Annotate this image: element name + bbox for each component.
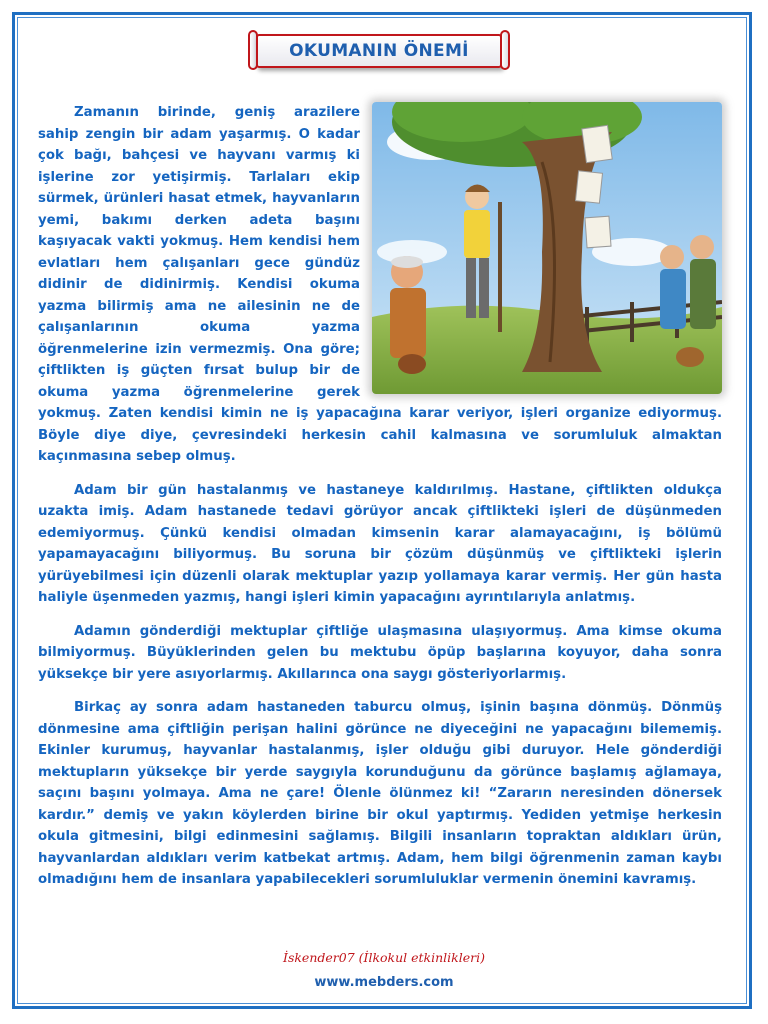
story-text <box>38 102 722 903</box>
website-link[interactable]: www.mebders.com <box>314 975 454 990</box>
paragraph-1: Zamanın birinde, geniş arazilere sahip zengin bir adam yaşarmış. O kadar çok bağı, bahçesi ve hayvanı varmış ki işlerine zor yetişirmiş. Tarlaları ekip sürmek, ürünleri hasat etmek, hayvanların yemi, bakımı derken adeta başını kaşıyacak vakti yokmuş. Hem kendisi hem evlatları hem çalışanları gece gündüz didinir de didinirmiş. Kendisi okuma yazma bilirmiş ama ne ailesinin ne de çalışanlarının okuma yazma öğrenmelerine izin vermezmiş. Ona göre; çiftlikten iş güçten fırsat bulup bir de okuma yazma öğrenmelerine gerek yokmuş. Zaten kendisi kimin ne iş yapacağına karar veriyor, işleri organize ediyormuş. Böyle diye diye, çevresindeki herkesin cahil kalmasına ve sorumluluk almaktan kaçınmasına sebep olmuş. <box>38 105 722 464</box>
title-scroll <box>256 34 502 68</box>
page-title: OKUMANIN ÖNEMİ <box>289 41 469 61</box>
paragraph-4: Birkaç ay sonra adam hastaneden taburcu olmuş, işinin başına dönmüş. Dönmüş dönmesine ama çiftliğin perişan halini görünce ne diyeceğini ne yapacağını bilememiş. Ekinler kurumuş, hayvanlar hastalanmış, işler olduğu gibi duruyor. Hele gönderdiği mektupların yüksekçe bir yerde saygıyla korunduğunu da görünce başlamış ağlamaya, saçını başını yolmaya. Ama ne çare! Ölenle ölünmez ki! “Zararın neresinden dönersek kardır.” demiş ve yakın köylerden birine bir okul yaptırmış. Yediden yetmişe herkesin okula gitmesini, bilgi edinmesini sağlamış. Bilgili insanların topraktan aldıkları ürün, hayvanlardan aldıkları verim katbekat artmış. Adam, hem bilgi öğrenmenin zaman kaybı olmadığını hem de insanlara yapabilecekleri sorumluluklar vermenin önemini kavramış. <box>38 700 722 887</box>
scroll-roll-right <box>500 30 510 70</box>
farm-scene-image <box>372 102 722 394</box>
story-illustration <box>372 102 722 394</box>
paragraph-3: Adamın gönderdiği mektuplar çiftliğe ulaşmasına ulaşıyormuş. Ama kimse okuma bilmiyormuş. Büyüklerinden gelen bu mektubu öpüp başlarına koyuyor, daha sonra yüksekçe bir yere asıyorlarmış. Akıllarınca ona saygı gösteriyorlarmış. <box>38 623 722 682</box>
author-signature: İskender07 (İlkokul etkinlikleri) <box>283 950 485 965</box>
paragraph-2: Adam bir gün hastalanmış ve hastaneye kaldırılmış. Hastane, çiftlikten oldukça uzakta imiş. Adam hastanede tedavi görüyor ancak çiftlikteki işleri de düşünmeden edemiyormuş. Çünkü kendisi olmadan kimsenin karar alamayacağını, iş bölümü yapamayacağını biliyormuş. Bu soruna bir çözüm düşünmüş ve çiftlikteki işlerin yürüyebilmesi için düzenli olarak mektuplar yazıp yollamaya karar vermiş. Her gün hasta haliyle üşenmeden yazmış, hangi işleri kimin yapacağını ayrıntılarıyla anlatmış. <box>38 482 722 605</box>
title-banner <box>248 30 510 76</box>
